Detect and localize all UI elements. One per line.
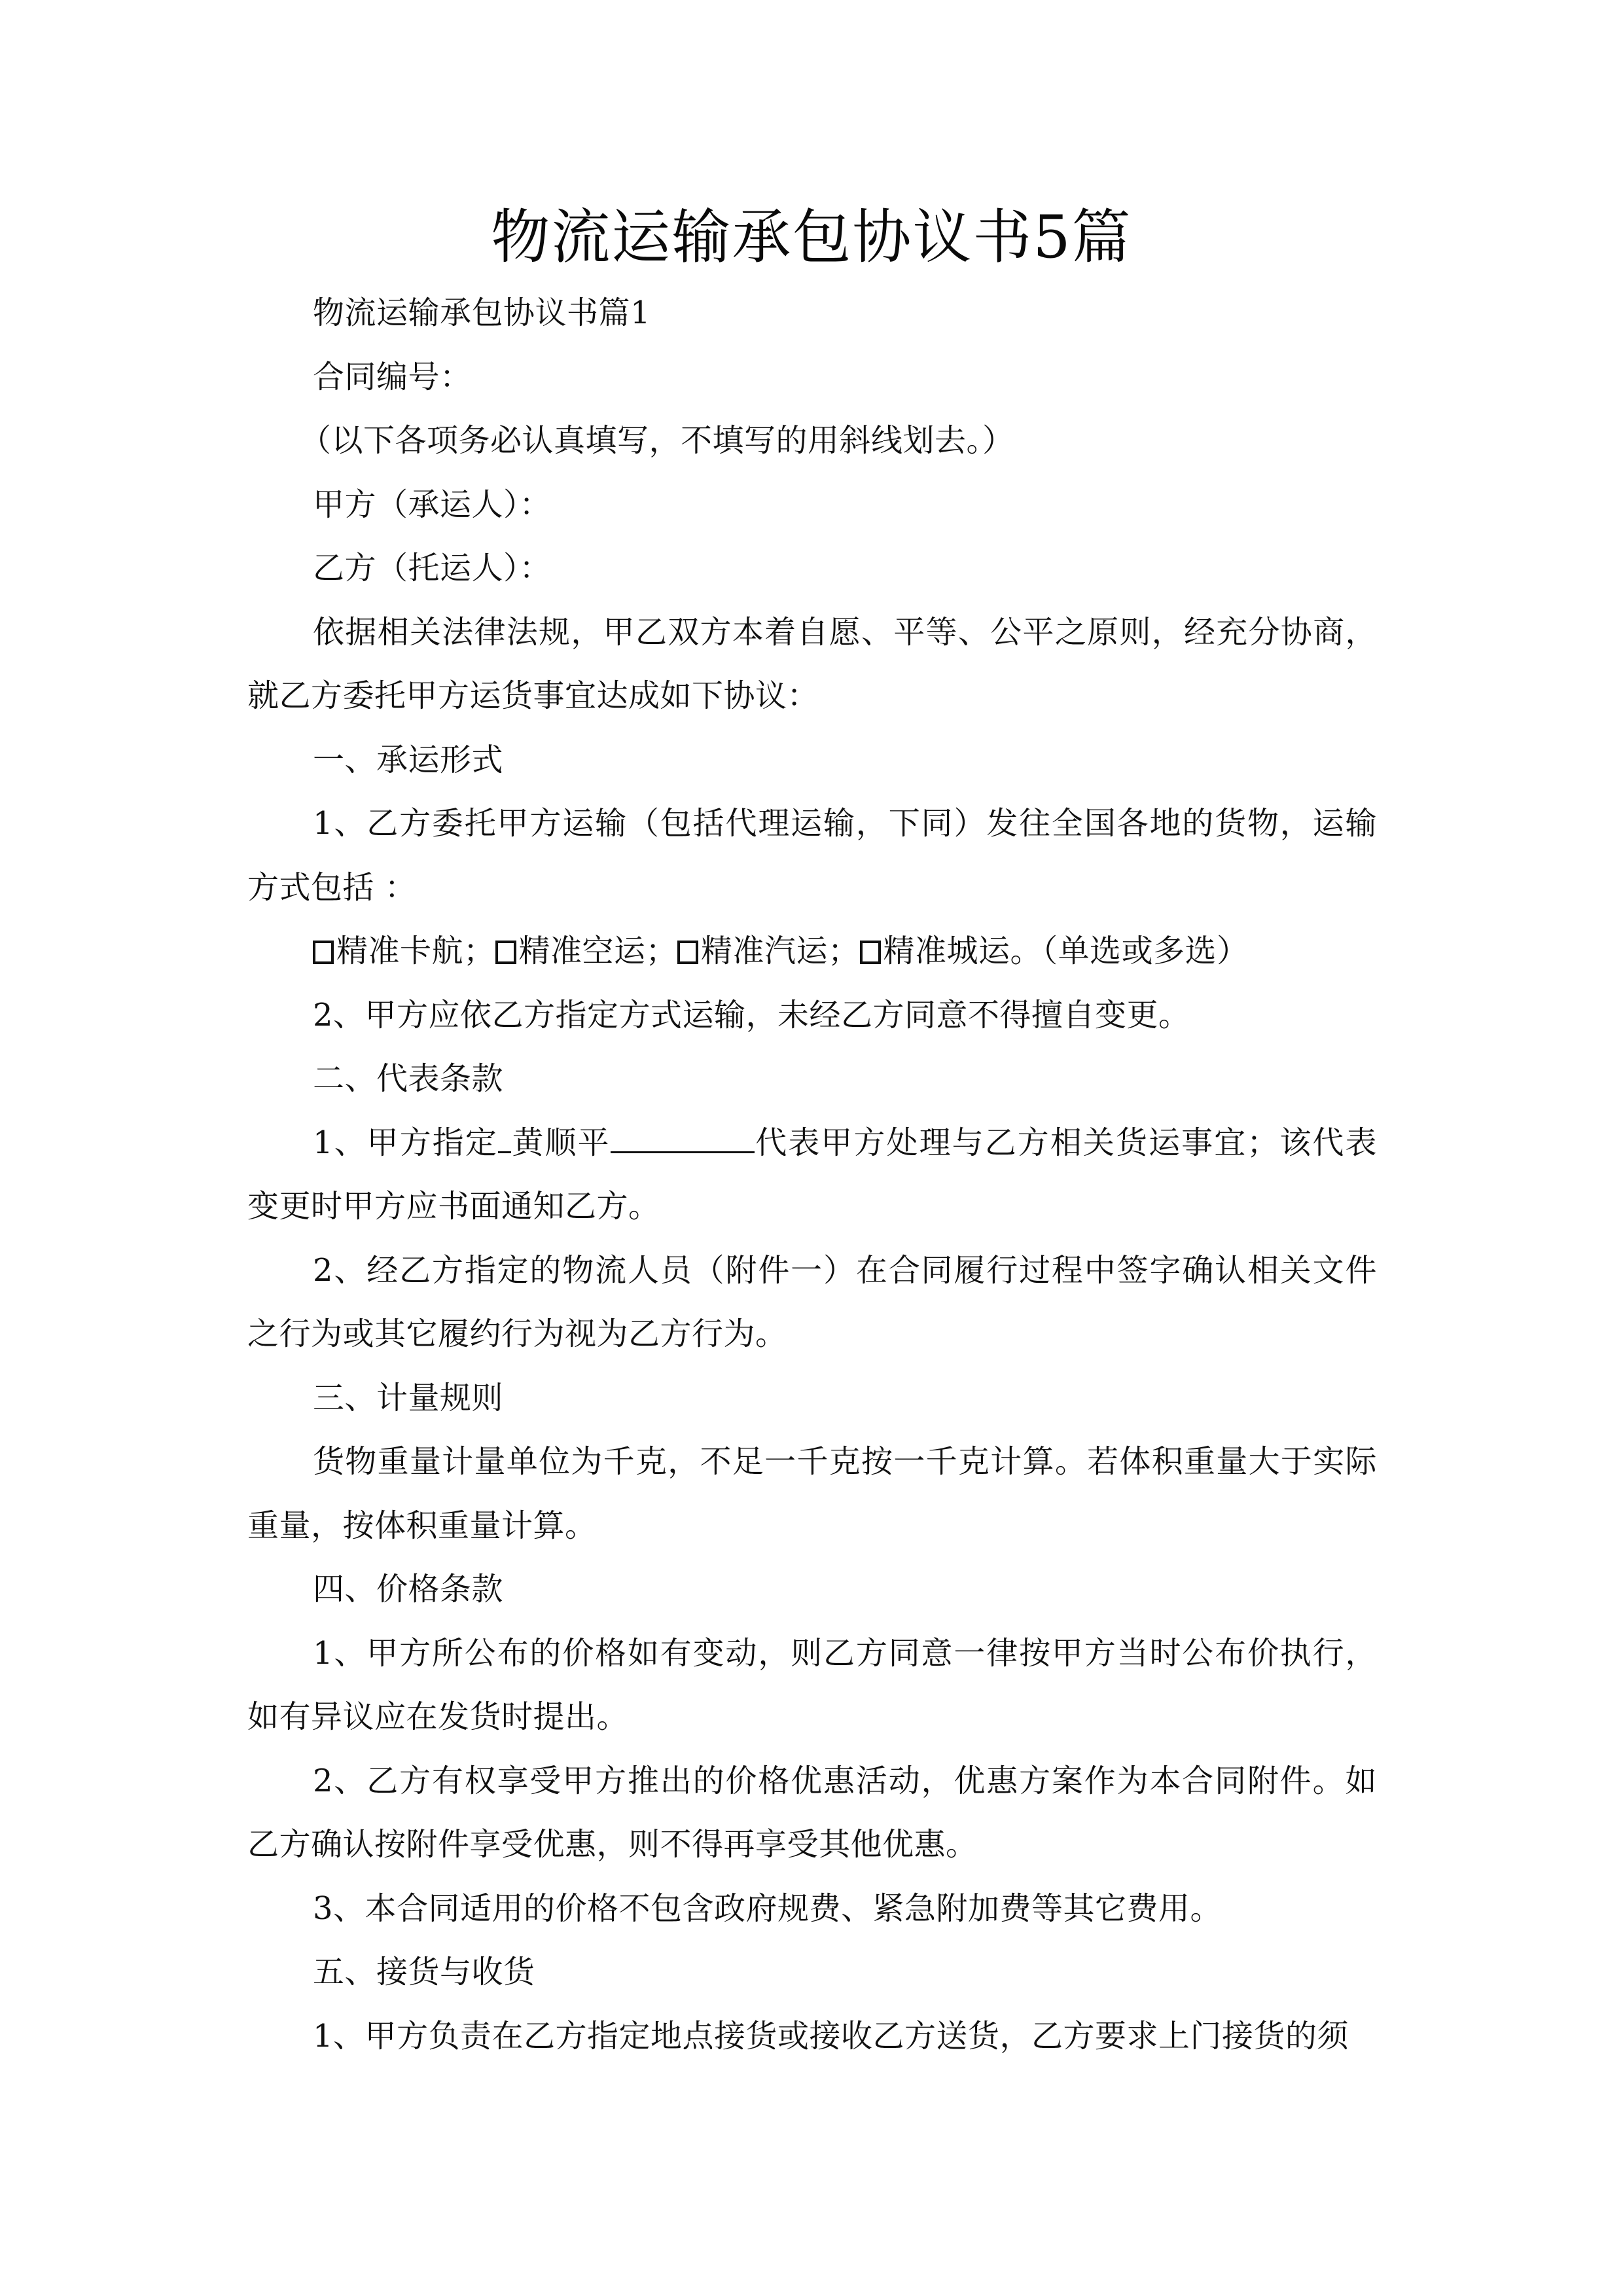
section-5-clause-1: 1、甲方负责在乙方指定地点接货或接收乙方送货，乙方要求上门接货的须 — [313, 2017, 1349, 2054]
checkbox-icon[interactable] — [860, 941, 881, 964]
section-4-heading: 四、价格条款 — [313, 1571, 504, 1607]
rep-prefix: 1、甲方指定 — [313, 1124, 498, 1161]
section-1-clause-1: 1、乙方委托甲方运输（包括代理运输，下同）发往全国各地的货物，运输方式包括 ： — [247, 805, 1377, 906]
checkbox-icon[interactable] — [313, 941, 334, 964]
transport-options — [247, 920, 1377, 984]
section-4-clause-3: 3、本合同适用的价格不包含政府规费、紧急附加费等其它费用。 — [313, 1890, 1222, 1927]
section-3-heading: 三、计量规则 — [313, 1379, 504, 1416]
section-4-clause-1: 1、甲方所公布的价格如有变动，则乙方同意一律按甲方当时公布价执行，如有异议应在发货时提出。 — [247, 1634, 1377, 1735]
option-label: 精准卡航； — [336, 933, 495, 969]
preamble-paragraph: 依据相关法律法规，甲乙双方本着自愿、平等、公平之原则，经充分协商，就乙方委托甲方运货事宜达成如下协议： — [247, 613, 1377, 714]
blank-line[interactable] — [611, 1125, 755, 1153]
document-title: 物流运输承包协议书5篇 — [491, 203, 1132, 272]
section-3-clause-1: 货物重量计量单位为千克，不足一千克按一千克计算。若体积重量大于实际重量，按体积重量计算。 — [247, 1443, 1377, 1544]
checkbox-icon[interactable] — [495, 941, 516, 964]
fill-instruction: （以下各项务必认真填写，不填写的用斜线划去。） — [300, 422, 1014, 459]
representative-name[interactable]: 黄顺平 — [510, 1124, 611, 1161]
contract-number-label: 合同编号： — [313, 358, 472, 395]
option-label: 精准汽运； — [701, 933, 860, 969]
party-b-label: 乙方（托运人）： — [313, 550, 552, 586]
rep-suffix: 代表甲方处理与乙方相关货运事宜；该代表变更时甲方应书面通知乙方。 — [247, 1124, 1377, 1225]
option-note: （单选或多选） — [1042, 933, 1249, 969]
section-heading: 物流运输承包协议书篇1 — [313, 295, 651, 331]
party-a-label: 甲方（承运人）： — [313, 486, 552, 523]
option-label: 精准空运； — [518, 933, 678, 969]
section-1-heading: 一、承运形式 — [313, 741, 504, 778]
section-2-clause-1 — [247, 1111, 1377, 1239]
section-2-clause-2: 2、经乙方指定的物流人员（附件一）在合同履行过程中签字确认相关文件之行为或其它履约行为视为乙方行为。 — [247, 1251, 1377, 1352]
option-label: 精准城运。 — [883, 933, 1043, 969]
section-2-heading: 二、代表条款 — [313, 1060, 504, 1097]
section-1-clause-2: 2、甲方应依乙方指定方式运输，未经乙方同意不得擅自变更。 — [313, 996, 1190, 1033]
checkbox-icon[interactable] — [677, 941, 698, 964]
section-5-heading: 五、接货与收货 — [313, 1954, 535, 1990]
blank-line — [498, 1125, 511, 1153]
document-body — [247, 281, 1377, 2068]
section-4-clause-2: 2、乙方有权享受甲方推出的价格优惠活动，优惠方案作为本合同附件。如乙方确认按附件享受优惠，则不得再享受其他优惠。 — [247, 1762, 1377, 1863]
